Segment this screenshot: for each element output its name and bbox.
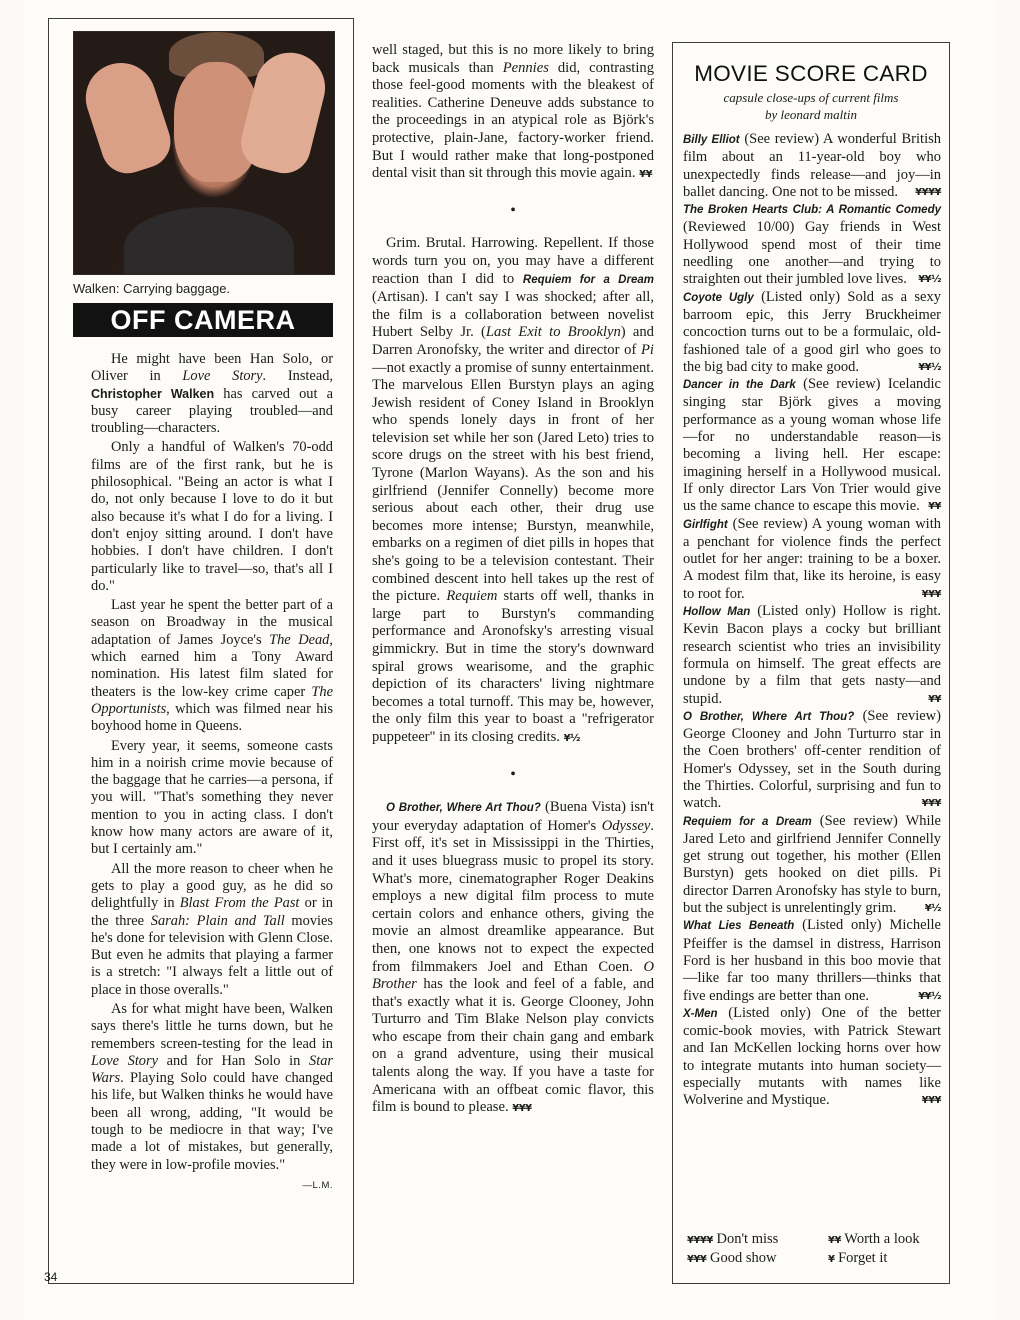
rating-stars: ¥¥½ bbox=[918, 274, 941, 286]
legend-item: ¥¥ Worth a look bbox=[828, 1231, 920, 1247]
score-entry: Dancer in the Dark (See review) Icelandic singing star Björk gives a moving performance as a young woman whose life—for no understandable reason—is becoming a living hell. Her escape: imagining herself in a Hollywood musical. If only director Lars Von Trier would give us the same chance to escape this movie. ¥¥ bbox=[683, 376, 941, 515]
section-bullet: • bbox=[510, 201, 516, 219]
rating-stars: ¥¥¥ bbox=[921, 798, 941, 810]
article-paragraph: As for what might have been, Walken says there's little he turns down, but he remembers screen-testing for the lead in Love Story and for Han Solo in Star Wars. Playing Solo could have changed his life, but Walken thinks he would have been all wrong, adding, "It would be tough to be mediocre in that way; I've made a lot of mistakes, but generally, they were in low-profile movies." —L.M. bbox=[91, 1001, 333, 1174]
rating-stars: ¥½ bbox=[924, 903, 941, 915]
off-camera-box bbox=[48, 18, 354, 1284]
off-camera-article bbox=[91, 351, 333, 1194]
photo-caption: Walken: Carrying baggage. bbox=[73, 281, 231, 296]
legend-item: ¥ Forget it bbox=[828, 1249, 888, 1266]
score-entry: Billy Elliot (See review) A wonderful British film about an 11-year-old boy who unexpectedly finds release—and joy—in ballet dancing. One not to be missed. ¥¥¥¥ bbox=[683, 131, 941, 200]
article-paragraph: Only a handful of Walken's 70-odd films are of the first rank, but he is philosophical. "Being an actor is what I do, not only because I love to do it but also because it's what I do for a living. I don't enjoy sitting around. I don't have hobbies. I don't have children. I don't particularly like to travel—so, that's all I do." bbox=[91, 439, 333, 594]
page-number: 34 bbox=[44, 1270, 58, 1284]
rating-stars: ¥¥¥ bbox=[921, 588, 941, 600]
off-camera-banner: OFF CAMERA bbox=[73, 303, 333, 337]
legend-item: ¥¥¥¥ Don't miss bbox=[687, 1231, 779, 1247]
article-paragraph: All the more reason to cheer when he gets to play a good guy, as he did so delightfully in Blast From the Past or in the three Sarah: Plain and Tall movies he's done for television with Glenn Close. But even he admits that playing a farmer is a stretch: "I always felt a little out of place in those overalls." bbox=[91, 860, 333, 998]
movie-score-card bbox=[672, 42, 950, 1284]
rating-stars: ¥¥ bbox=[928, 501, 941, 513]
score-entry: O Brother, Where Art Thou? (See review) George Clooney and John Turturro star in the Coen brothers' off-center rendition of Homer's Odyssey, set in the South during the Thirties. Colorful, surprising and fun to watch. ¥¥¥ bbox=[683, 707, 941, 812]
section-bullet: • bbox=[510, 765, 516, 783]
rating-stars: ¥¥ bbox=[928, 693, 941, 705]
article-paragraph: He might have been Han Solo, or Oliver in Love Story. Instead, Christopher Walken has carved out a busy career playing troubled—and troubling—characters. bbox=[91, 351, 334, 437]
rating-stars: ¥¥½ bbox=[918, 361, 941, 373]
review-o-brother: O Brother, Where Art Thou? (Buena Vista) isn't your everyday adaptation of Homer's Odyssey. First off, it's set in Mississippi in the Thirties, and it uses bluegrass music to propel its story. What's more, cinematographer Roger Deakins employs a new digital film process to mute certain colors and enhance others, giving the movie an almost dreamlike appearance. But then, one knows not to expect the expected from filmmakers Joel and Ethan Coen. O Brother has the look and feel of a fable, and that's exactly what it is. George Clooney, John Turturro and Tim Blake Nelson play convicts who escape from their chain gang and embark on a grand adventure, using their musical talents along the way. If you have a taste for Americana with an offbeat comic flavor, this film is bound to please. ¥¥¥ bbox=[372, 799, 654, 1116]
score-entry: Girlfight (See review) A young woman with a penchant for violence finds the perfect outlet for her anger: training to be a boxer. A modest film that, like its heroine, is easy to root for. ¥¥¥ bbox=[683, 515, 941, 602]
review-requiem: Grim. Brutal. Harrowing. Repellent. If those words turn you on, you may have a different reaction than I did to Requiem for a Dream (Artisan). I can't say I was shocked; after all, the film is a collaboration between novelist Hubert Selby Jr. (Last Exit to Brooklyn) and Darren Aronofsky, the writer and director of Pi—not exactly a promise of sunny entertainment. The marvelous Ellen Burstyn plays an aging Jewish resident of Coney Island in Brooklyn who spends lonely days in front of her television set while her son (Jared Leto) tries to score drugs on the street with his best friend, Tyrone (Marlon Wayans). As the son and his girlfriend (Jennifer Connelly) become more serious about each other, their drug use becomes more intense; Burstyn, meanwhile, embarks on a regimen of diet pills in hopes that she's going to be a television contestant. Their combined descent into hell takes up the rest of the picture. Requiem starts off well, thanks in large part to Burstyn's commanding performance and Aronofsky's arresting visual gimmickry. But in time the story's downward spiral grows wearisome, and the graphic depiction of its characters' living nightmare becomes a total turnoff. This may be, however, the only film this year to boast a "refrigerator puppeteer" in its closing credits. ¥½ bbox=[372, 235, 654, 745]
article-paragraph: Every year, it seems, someone casts him in a noirish crime movie because of the baggage that he carries—a persona, if you will. "That's something they never mention to you in acting class. I don't know how many actors are aware of it, but I certainly am." bbox=[91, 737, 333, 858]
score-card-list bbox=[683, 131, 941, 1110]
score-card-byline: by leonard maltin bbox=[765, 107, 857, 122]
rating-stars: ¥¥¥ bbox=[512, 1103, 532, 1115]
score-entry: Requiem for a Dream (See review) While Jared Leto and girlfriend Jennifer Connelly get strung out together, his mother (Ellen Burstyn) gets hooked on diet pills. Pi director Darren Aronofsky has style to burn, but the subject is unrelentingly grim. ¥½ bbox=[683, 812, 941, 917]
photo-left-hand bbox=[77, 54, 178, 180]
rating-stars: ¥½ bbox=[563, 732, 580, 744]
score-entry: Hollow Man (Listed only) Hollow is right. Kevin Bacon plays a cocky but brilliant research scientist who tries an invisibility formula on himself. The great effects are undone by a film that gets nasty—and stupid. ¥¥ bbox=[683, 603, 941, 707]
author-signature: —L.M. bbox=[302, 1179, 333, 1191]
score-entry: The Broken Hearts Club: A Romantic Comedy (Reviewed 10/00) Gay friends in West Hollywood spend most of their time needling one another—and trying to straighten out their jumbled love lives. ¥¥½ bbox=[683, 204, 941, 288]
rating-stars: ¥¥½ bbox=[918, 990, 941, 1002]
reviews-column bbox=[372, 42, 654, 1118]
score-entry: What Lies Beneath (Listed only) Michelle Pfeiffer is the damsel in distress, Harrison Ford is her husband in this boo movie that—like far too many thrillers—thinks that five endings are better than one. ¥¥½ bbox=[683, 917, 941, 1004]
rating-legend bbox=[683, 1231, 941, 1268]
score-card-tagline: capsule close-ups of current films bbox=[723, 90, 899, 105]
score-entry: Coyote Ugly (Listed only) Sold as a sexy barroom epic, this Jerry Bruckheimer concoction turns out to be a formulaic, old-fashioned tale of a good girl who goes to the big bad city to make good. ¥¥½ bbox=[683, 288, 941, 375]
rating-stars: ¥¥¥ bbox=[921, 1095, 941, 1107]
legend-item: ¥¥¥ Good show bbox=[687, 1249, 777, 1266]
rating-stars: ¥¥¥¥ bbox=[915, 186, 941, 198]
score-card-subtitle bbox=[673, 89, 949, 123]
walken-photo bbox=[73, 31, 335, 275]
score-card-title: MOVIE SCORE CARD bbox=[694, 61, 928, 86]
rating-stars: ¥¥ bbox=[639, 169, 653, 181]
article-paragraph: Last year he spent the better part of a season on Broadway in the musical adaptation of James Joyce's The Dead, which earned him a Tony Award nomination. His latest film slated for theaters is the low-key crime caper The Opportunists, which was filmed near his boyhood home in Queens. bbox=[91, 597, 333, 735]
photo-shirt bbox=[124, 207, 294, 275]
score-entry: X-Men (Listed only) One of the better comic-book movies, with Patrick Stewart and Ian McKellen locking horns over how to integrate mutants into human society—especially mutants with names like Wolverine and Mystique. ¥¥¥ bbox=[683, 1004, 941, 1109]
review-dancer-end: well staged, but this is no more likely to bring back musicals than Pennies did, contrasting those feel-good moments with the bleakest of realities. Catherine Deneuve adds substance to the proceedings in an atypical role as Björk's protective, plain-Jane, factory-worker friend. But I would rather make that long-postponed dental visit than sit through this movie again. ¥¥ bbox=[372, 42, 654, 182]
